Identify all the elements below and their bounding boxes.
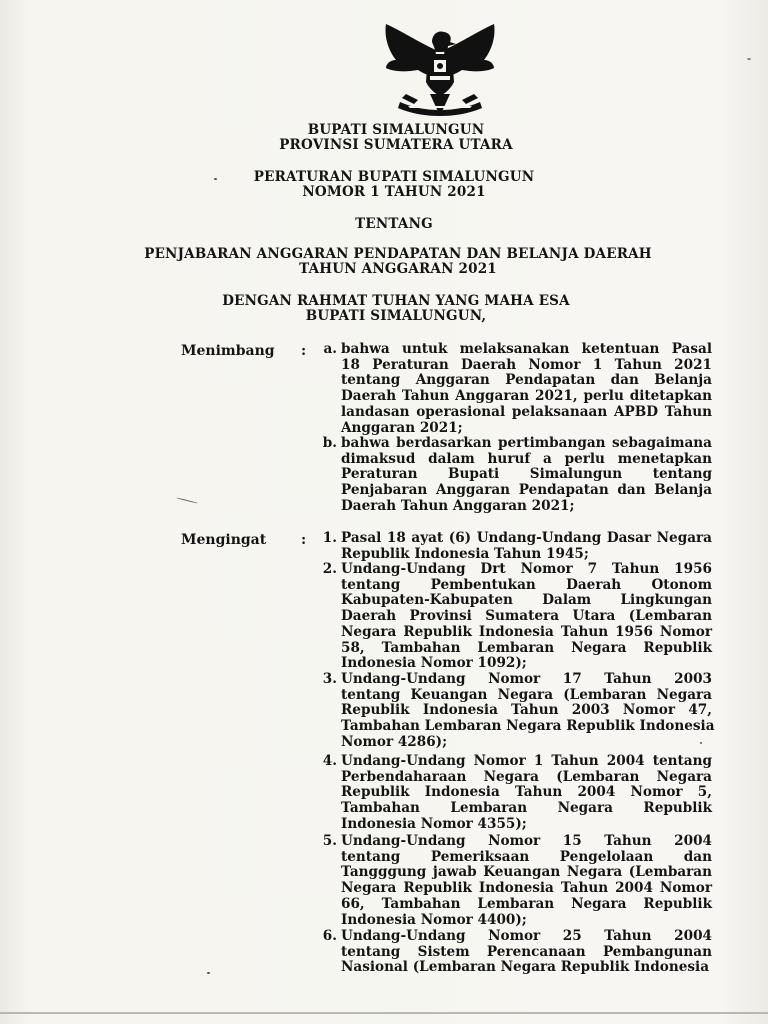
mengingat-item-line: Negara Republik Indonesia Tahun 2004 Nomor <box>341 880 712 897</box>
mengingat-item-marker: 3. <box>322 671 337 687</box>
title-line-1: PENJABARAN ANGGARAN PENDAPATAN DAN BELANJA DAERAH <box>144 246 652 262</box>
scan-speck <box>700 742 702 744</box>
mengingat-item-line: Kabupaten-Kabupaten Dalam Lingkungan <box>341 592 712 609</box>
mengingat-item-line: Undang-Undang Nomor 25 Tahun 2004 <box>341 928 712 944</box>
mengingat-item-line: Indonesia Nomor 4355); <box>341 815 527 832</box>
menimbang-label: Menimbang <box>181 343 275 359</box>
menimbang-item-line: 18 Peraturan Daerah Nomor 1 Tahun 2021 <box>341 356 712 373</box>
mengingat-item <box>322 671 715 751</box>
mengingat-item-line: Indonesia Nomor 1092); <box>341 655 527 672</box>
menimbang-item-line: bahwa berdasarkan pertimbangan sebagaimana <box>341 435 712 451</box>
mengingat-item-line: Republik Indonesia Tahun 1945; <box>341 545 589 562</box>
mengingat-item <box>322 561 712 672</box>
menimbang-item-line: Peraturan Bupati Simalungun tentang <box>341 466 712 483</box>
regulation-title <box>14 247 768 277</box>
regulation-line-1: PERATURAN BUPATI SIMALUNGUN <box>253 169 535 185</box>
menimbang-item-line: Penjabaran Anggaran Pendapatan dan Belanja <box>341 482 712 499</box>
mengingat-item-line: tentang Keuangan Negara (Lembaran Negara <box>341 686 712 703</box>
scan-speck <box>176 497 198 503</box>
menimbang-item-line: tentang Anggaran Pendapatan dan Belanja <box>341 372 712 389</box>
menimbang-colon: : <box>301 343 307 359</box>
regulation-line-2: NOMOR 1 TAHUN 2021 <box>302 184 486 200</box>
mengingat-item-line: tentang Pembentukan Daerah Otonom <box>341 576 712 593</box>
mengingat-item-line: 66, Tambahan Lembaran Negara Republik <box>341 895 712 912</box>
menimbang-item-line: Daerah Tahun Anggaran 2021, perlu ditetapkan <box>341 388 712 405</box>
preamble-line-1: DENGAN RAHMAT TUHAN YANG MAHA ESA <box>222 293 570 309</box>
header-line-2: PROVINSI SUMATERA UTARA <box>279 137 513 153</box>
menimbang-item-marker: a. <box>323 341 337 357</box>
mengingat-item-line: Daerah Provinsi Sumatera Utara (Lembaran <box>341 608 712 625</box>
page-bottom-edge <box>0 1012 768 1014</box>
mengingat-item-line: Perbendaharaan Negara (Lembaran Negara <box>341 768 712 785</box>
mengingat-item-line: Pasal 18 ayat (6) Undang-Undang Dasar Negara <box>341 530 712 546</box>
mengingat-item-line: Nomor 4286); <box>341 733 448 750</box>
menimbang-item-line: landasan operasional pelaksanaan APBD Tahun <box>341 403 712 420</box>
menimbang-item-line: Anggaran 2021; <box>341 419 463 436</box>
mengingat-item-line: Republik Indonesia Tahun 2003 Nomor 47, <box>341 702 712 719</box>
mengingat-item <box>322 530 712 562</box>
regent-header <box>12 123 768 153</box>
title-line-2: TAHUN ANGGARAN 2021 <box>299 261 497 277</box>
menimbang-item-line: Daerah Tahun Anggaran 2021; <box>341 497 575 514</box>
header-line-1: BUPATI SIMALUNGUN <box>307 122 485 138</box>
mengingat-item <box>322 928 712 976</box>
menimbang-item-line: bahwa untuk melaksanakan ketentuan Pasal <box>341 341 712 357</box>
mengingat-item-line: 58, Tambahan Lembaran Negara Republik <box>341 639 712 656</box>
mengingat-item-line: Undang-Undang Nomor 15 Tahun 2004 <box>341 833 712 849</box>
mengingat-item-line: tentang Pemeriksaan Pengelolaan dan <box>341 848 712 865</box>
mengingat-item-line: Negara Republik Indonesia Tahun 1956 Nomor <box>341 623 712 640</box>
mengingat-item-line: Indonesia Nomor 4400); <box>341 911 527 928</box>
mengingat-item-line: Tangggung jawab Keuangan Negara (Lembaran <box>341 864 712 881</box>
mengingat-item-line: Republik Indonesia Tahun 2004 Nomor 5, <box>341 784 712 801</box>
scan-speck <box>207 972 210 974</box>
menimbang-item <box>322 435 712 515</box>
mengingat-item <box>322 753 712 833</box>
menimbang-item-marker: b. <box>322 435 337 451</box>
mengingat-item-line: Undang-Undang Nomor 1 Tahun 2004 tentang <box>341 753 712 769</box>
mengingat-item-line: Undang-Undang Drt Nomor 7 Tahun 1956 <box>341 561 712 577</box>
scan-speck <box>747 58 751 60</box>
menimbang-item <box>323 341 712 436</box>
mengingat-item <box>322 833 712 928</box>
mengingat-item-line: Nasional (Lembaran Negara Republik Indonesia <box>341 959 710 976</box>
tentang-text: TENTANG <box>355 216 433 232</box>
mengingat-item-marker: 5. <box>322 833 337 849</box>
mengingat-item-marker: 1. <box>322 530 337 546</box>
mengingat-item-line: tentang Sistem Perencanaan Pembangunan <box>341 943 712 960</box>
tentang-heading <box>10 217 768 232</box>
preamble <box>12 294 768 324</box>
preamble-line-2: BUPATI SIMALUNGUN, <box>305 308 487 324</box>
regulation-number <box>10 170 768 200</box>
menimbang-item-line: dimaksud dalam huruf a perlu menetapkan <box>341 450 712 467</box>
mengingat-item-line: Tambahan Lembaran Negara Republik <box>341 800 712 817</box>
mengingat-item-line: Tambahan Lembaran Negara Republik Indonesia <box>341 718 715 735</box>
mengingat-item-marker: 6. <box>322 928 337 944</box>
mengingat-label: Mengingat <box>181 532 267 548</box>
garuda-pancasila-emblem-icon <box>378 20 502 124</box>
mengingat-item-marker: 2. <box>322 561 337 577</box>
mengingat-colon: : <box>301 532 307 548</box>
scan-speck <box>214 178 217 180</box>
mengingat-item-line: Undang-Undang Nomor 17 Tahun 2003 <box>341 671 712 687</box>
mengingat-item-marker: 4. <box>322 753 337 769</box>
